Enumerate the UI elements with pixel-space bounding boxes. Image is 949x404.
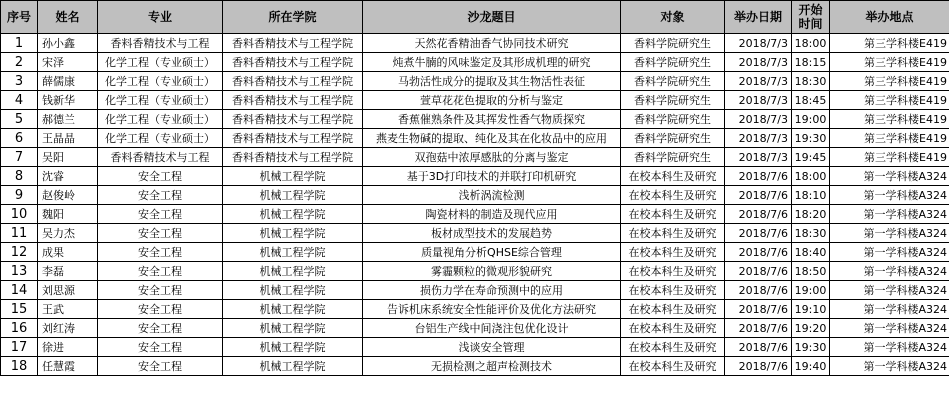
cell-place: 第三学科楼E419	[830, 72, 949, 91]
cell-college: 香料香精技术与工程学院	[223, 34, 363, 53]
cell-date: 2018/7/3	[725, 129, 792, 148]
header-audience: 对象	[621, 1, 725, 34]
cell-college: 机械工程学院	[223, 224, 363, 243]
header-name: 姓名	[38, 1, 98, 34]
cell-audience: 香料学院研究生	[621, 53, 725, 72]
cell-place: 第三学科楼E419	[830, 148, 949, 167]
cell-name: 任慧霞	[38, 357, 98, 376]
cell-audience: 在校本科生及研究	[621, 319, 725, 338]
cell-college: 香料香精技术与工程学院	[223, 110, 363, 129]
cell-topic: 浅析涡流检测	[363, 186, 621, 205]
cell-name: 成果	[38, 243, 98, 262]
cell-name: 吴阳	[38, 148, 98, 167]
table-row	[1, 34, 949, 53]
cell-name: 郝德兰	[38, 110, 98, 129]
header-start-time	[792, 1, 830, 34]
cell-major: 安全工程	[98, 319, 223, 338]
cell-seq: 8	[1, 167, 38, 186]
table-row	[1, 110, 949, 129]
cell-place: 第三学科楼E419	[830, 129, 949, 148]
cell-place: 第三学科楼E419	[830, 53, 949, 72]
cell-topic: 基于3D打印技术的并联打印机研究	[363, 167, 621, 186]
cell-audience: 在校本科生及研究	[621, 281, 725, 300]
header-seq: 序号	[1, 1, 38, 34]
cell-start-time: 19:00	[792, 281, 830, 300]
cell-date: 2018/7/3	[725, 148, 792, 167]
table-row	[1, 357, 949, 376]
cell-place: 第一学科楼A324	[830, 243, 949, 262]
cell-place: 第一学科楼A324	[830, 300, 949, 319]
cell-audience: 在校本科生及研究	[621, 357, 725, 376]
cell-seq: 16	[1, 319, 38, 338]
cell-major: 安全工程	[98, 205, 223, 224]
cell-seq: 4	[1, 91, 38, 110]
cell-name: 薛儒康	[38, 72, 98, 91]
cell-start-time: 18:15	[792, 53, 830, 72]
table-row	[1, 338, 949, 357]
cell-seq: 11	[1, 224, 38, 243]
cell-audience: 香料学院研究生	[621, 72, 725, 91]
cell-audience: 在校本科生及研究	[621, 167, 725, 186]
cell-college: 香料香精技术与工程学院	[223, 129, 363, 148]
cell-start-time: 19:20	[792, 319, 830, 338]
cell-place: 第一学科楼A324	[830, 262, 949, 281]
table-row	[1, 262, 949, 281]
header-major: 专业	[98, 1, 223, 34]
cell-audience: 香料学院研究生	[621, 34, 725, 53]
table-row	[1, 319, 949, 338]
cell-start-time: 18:30	[792, 224, 830, 243]
cell-major: 安全工程	[98, 186, 223, 205]
cell-date: 2018/7/3	[725, 91, 792, 110]
cell-college: 机械工程学院	[223, 338, 363, 357]
cell-audience: 在校本科生及研究	[621, 262, 725, 281]
cell-seq: 6	[1, 129, 38, 148]
cell-college: 机械工程学院	[223, 205, 363, 224]
cell-topic: 香蕉催熟条件及其挥发性香气物质探究	[363, 110, 621, 129]
table-row	[1, 186, 949, 205]
cell-audience: 在校本科生及研究	[621, 224, 725, 243]
cell-major: 香料香精技术与工程	[98, 148, 223, 167]
cell-date: 2018/7/6	[725, 186, 792, 205]
cell-start-time: 18:30	[792, 72, 830, 91]
cell-name: 李磊	[38, 262, 98, 281]
header-start-line1: 开始	[798, 3, 823, 17]
cell-start-time: 19:45	[792, 148, 830, 167]
table-row	[1, 53, 949, 72]
cell-seq: 1	[1, 34, 38, 53]
cell-name: 王晶晶	[38, 129, 98, 148]
header-row	[1, 1, 949, 34]
cell-name: 宋泽	[38, 53, 98, 72]
cell-seq: 2	[1, 53, 38, 72]
cell-major: 化学工程（专业硕士）	[98, 129, 223, 148]
cell-college: 机械工程学院	[223, 243, 363, 262]
cell-name: 刘思源	[38, 281, 98, 300]
cell-audience: 在校本科生及研究	[621, 186, 725, 205]
cell-place: 第一学科楼A324	[830, 281, 949, 300]
cell-college: 香料香精技术与工程学院	[223, 53, 363, 72]
cell-college: 机械工程学院	[223, 300, 363, 319]
cell-place: 第三学科楼E419	[830, 34, 949, 53]
cell-audience: 在校本科生及研究	[621, 205, 725, 224]
cell-place: 第一学科楼A324	[830, 167, 949, 186]
table-row	[1, 300, 949, 319]
cell-seq: 14	[1, 281, 38, 300]
cell-topic: 双孢菇中浓厚感肽的分离与鉴定	[363, 148, 621, 167]
cell-topic: 损伤力学在寿命预测中的应用	[363, 281, 621, 300]
cell-topic: 陶瓷材料的制造及现代应用	[363, 205, 621, 224]
cell-audience: 香料学院研究生	[621, 129, 725, 148]
cell-college: 香料香精技术与工程学院	[223, 148, 363, 167]
cell-date: 2018/7/3	[725, 34, 792, 53]
cell-seq: 9	[1, 186, 38, 205]
cell-topic: 燕麦生物碱的提取、纯化及其在化妆品中的应用	[363, 129, 621, 148]
cell-college: 机械工程学院	[223, 357, 363, 376]
cell-start-time: 18:50	[792, 262, 830, 281]
cell-start-time: 19:10	[792, 300, 830, 319]
cell-date: 2018/7/6	[725, 262, 792, 281]
cell-start-time: 19:30	[792, 129, 830, 148]
cell-seq: 18	[1, 357, 38, 376]
cell-seq: 5	[1, 110, 38, 129]
cell-start-time: 18:40	[792, 243, 830, 262]
cell-name: 钱新华	[38, 91, 98, 110]
cell-audience: 香料学院研究生	[621, 148, 725, 167]
cell-start-time: 18:10	[792, 186, 830, 205]
cell-major: 安全工程	[98, 262, 223, 281]
cell-seq: 10	[1, 205, 38, 224]
cell-major: 化学工程（专业硕士）	[98, 72, 223, 91]
table-row	[1, 167, 949, 186]
cell-place: 第一学科楼A324	[830, 319, 949, 338]
cell-college: 机械工程学院	[223, 319, 363, 338]
cell-major: 香料香精技术与工程	[98, 34, 223, 53]
cell-name: 刘红涛	[38, 319, 98, 338]
cell-college: 香料香精技术与工程学院	[223, 72, 363, 91]
cell-seq: 17	[1, 338, 38, 357]
cell-start-time: 19:40	[792, 357, 830, 376]
cell-date: 2018/7/6	[725, 281, 792, 300]
cell-name: 徐进	[38, 338, 98, 357]
cell-topic: 萱草花花色提取的分析与鉴定	[363, 91, 621, 110]
cell-seq: 12	[1, 243, 38, 262]
cell-audience: 在校本科生及研究	[621, 243, 725, 262]
table-row	[1, 205, 949, 224]
cell-start-time: 18:20	[792, 205, 830, 224]
cell-place: 第一学科楼A324	[830, 338, 949, 357]
table-row	[1, 129, 949, 148]
cell-date: 2018/7/3	[725, 110, 792, 129]
cell-date: 2018/7/6	[725, 243, 792, 262]
cell-audience: 香料学院研究生	[621, 110, 725, 129]
cell-name: 沈睿	[38, 167, 98, 186]
cell-date: 2018/7/3	[725, 53, 792, 72]
cell-seq: 3	[1, 72, 38, 91]
cell-date: 2018/7/6	[725, 167, 792, 186]
cell-name: 王武	[38, 300, 98, 319]
cell-college: 机械工程学院	[223, 281, 363, 300]
cell-major: 安全工程	[98, 243, 223, 262]
cell-topic: 天然花香精油香气协同技术研究	[363, 34, 621, 53]
header-date: 举办日期	[725, 1, 792, 34]
cell-college: 机械工程学院	[223, 262, 363, 281]
cell-audience: 香料学院研究生	[621, 91, 725, 110]
cell-date: 2018/7/6	[725, 224, 792, 243]
cell-name: 魏阳	[38, 205, 98, 224]
header-college: 所在学院	[223, 1, 363, 34]
cell-college: 机械工程学院	[223, 167, 363, 186]
cell-name: 吴力杰	[38, 224, 98, 243]
cell-date: 2018/7/6	[725, 338, 792, 357]
cell-date: 2018/7/6	[725, 205, 792, 224]
cell-place: 第一学科楼A324	[830, 357, 949, 376]
cell-major: 化学工程（专业硕士）	[98, 110, 223, 129]
cell-topic: 台铝生产线中间浇注包优化设计	[363, 319, 621, 338]
cell-topic: 炖煮牛腩的风味鉴定及其形成机理的研究	[363, 53, 621, 72]
cell-topic: 雾霾颗粒的微观形貌研究	[363, 262, 621, 281]
header-topic: 沙龙题目	[363, 1, 621, 34]
cell-topic: 告诉机床系统安全性能评价及优化方法研究	[363, 300, 621, 319]
cell-major: 安全工程	[98, 338, 223, 357]
cell-place: 第三学科楼E419	[830, 91, 949, 110]
table-row	[1, 243, 949, 262]
cell-topic: 质量视角分析QHSE综合管理	[363, 243, 621, 262]
table-row	[1, 72, 949, 91]
cell-date: 2018/7/6	[725, 319, 792, 338]
cell-start-time: 18:00	[792, 167, 830, 186]
cell-start-time: 19:30	[792, 338, 830, 357]
cell-place: 第一学科楼A324	[830, 205, 949, 224]
cell-college: 机械工程学院	[223, 186, 363, 205]
cell-major: 安全工程	[98, 167, 223, 186]
cell-topic: 浅谈安全管理	[363, 338, 621, 357]
header-start-line2: 时间	[798, 17, 823, 31]
cell-seq: 15	[1, 300, 38, 319]
cell-major: 化学工程（专业硕士）	[98, 53, 223, 72]
cell-start-time: 18:45	[792, 91, 830, 110]
cell-name: 赵俊岭	[38, 186, 98, 205]
cell-seq: 13	[1, 262, 38, 281]
cell-date: 2018/7/6	[725, 357, 792, 376]
cell-place: 第一学科楼A324	[830, 186, 949, 205]
cell-audience: 在校本科生及研究	[621, 300, 725, 319]
cell-place: 第三学科楼E419	[830, 110, 949, 129]
cell-start-time: 19:00	[792, 110, 830, 129]
cell-start-time: 18:00	[792, 34, 830, 53]
cell-place: 第一学科楼A324	[830, 224, 949, 243]
cell-major: 安全工程	[98, 300, 223, 319]
cell-topic: 马勃活性成分的提取及其生物活性表征	[363, 72, 621, 91]
cell-college: 香料香精技术与工程学院	[223, 91, 363, 110]
cell-date: 2018/7/6	[725, 300, 792, 319]
cell-major: 安全工程	[98, 281, 223, 300]
cell-major: 化学工程（专业硕士）	[98, 91, 223, 110]
cell-major: 安全工程	[98, 357, 223, 376]
cell-date: 2018/7/3	[725, 72, 792, 91]
header-place: 举办地点	[830, 1, 949, 34]
table-row	[1, 281, 949, 300]
table-row	[1, 91, 949, 110]
cell-major: 安全工程	[98, 224, 223, 243]
table-row	[1, 224, 949, 243]
cell-topic: 无损检测之超声检测技术	[363, 357, 621, 376]
cell-seq: 7	[1, 148, 38, 167]
cell-name: 孙小鑫	[38, 34, 98, 53]
cell-topic: 板材成型技术的发展趋势	[363, 224, 621, 243]
table-row	[1, 148, 949, 167]
cell-audience: 在校本科生及研究	[621, 338, 725, 357]
